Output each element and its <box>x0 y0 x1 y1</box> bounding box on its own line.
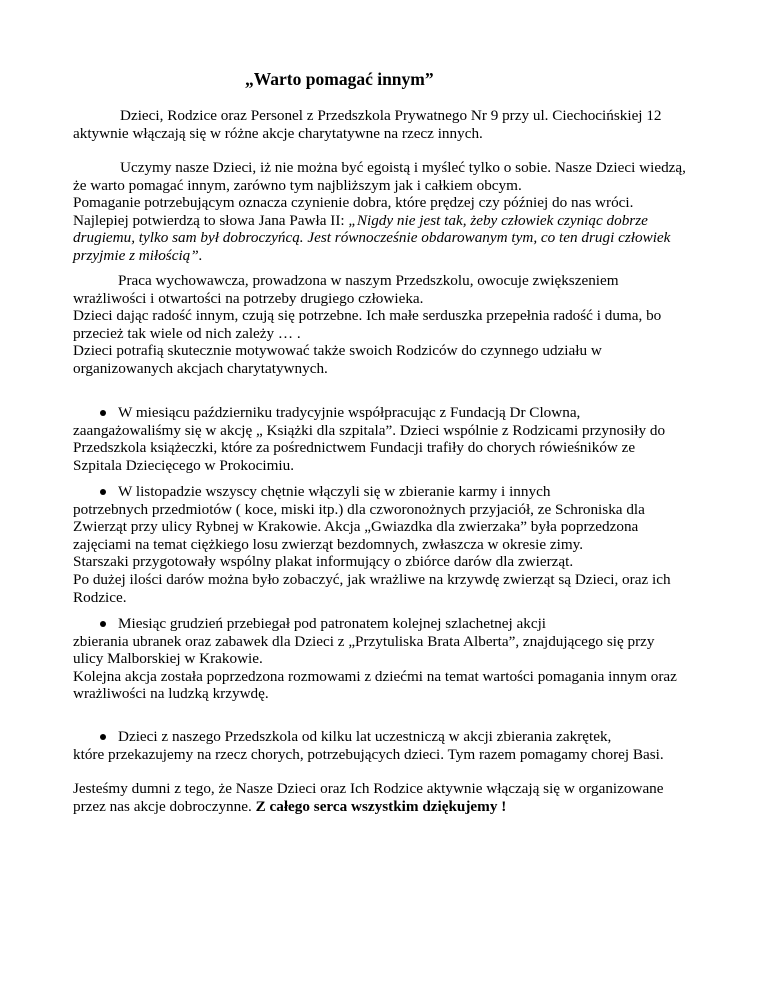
text-line: Praca wychowawcza, prowadzona w naszym Przedszkolu, owocuje zwiększeniem <box>118 272 619 289</box>
bullet-item-4 <box>73 728 718 763</box>
text-line: które przekazujemy na rzecz chorych, potrzebujących dzieci. Tym razem pomagamy chorej Basi. <box>73 745 664 763</box>
bullet-icon <box>100 489 106 495</box>
text-line: aktywnie włączają się w różne akcje charytatywne na rzecz innych. <box>73 124 483 142</box>
document-title: „Warto pomagać innym” <box>245 69 434 89</box>
bullet-item-2 <box>73 483 718 606</box>
text-line: Szpitala Dziecięcego w Prokocimiu. <box>73 456 294 474</box>
bullet-icon <box>100 410 106 416</box>
text-line: Dzieci z naszego Przedszkola od kilku lat uczestniczą w akcji zbierania zakrętek, <box>118 728 612 745</box>
text-line: W listopadzie wszyscy chętnie włączyli się w zbieranie karmy i innych <box>118 483 551 500</box>
closing-thanks: Z całego serca wszystkim dziękujemy ! <box>255 797 507 815</box>
quote-text: drugiemu, tylko sam był dobroczyńcą. Jest równocześnie obdarowanym tym, co ten drugi człowiek <box>73 229 671 247</box>
text-line: Uczymy nasze Dzieci, iż nie można być egoistą i myśleć tylko o sobie. Nasze Dzieci wiedzą, <box>120 159 686 176</box>
bullet-item-3 <box>73 615 718 703</box>
text-line: Kolejna akcja została poprzedzona rozmowami z dziećmi na temat wartości pomagania innym oraz <box>73 667 677 685</box>
text-line: zbierania ubranek oraz zabawek dla Dzieci z „Przytuliska Brata Alberta”, znajdującego się przy <box>73 632 655 650</box>
text-line: Jesteśmy dumni z tego, że Nasze Dzieci oraz Ich Rodzice aktywnie włączają się w organizowane <box>73 780 664 797</box>
closing-text: przez nas akcje dobroczynne. <box>73 797 256 815</box>
bullet-icon <box>100 621 106 627</box>
text-line: Dzieci potrafią skutecznie motywować także swoich Rodziców do czynnego udziału w <box>73 342 602 360</box>
closing-paragraph <box>73 780 718 815</box>
text-line: Dzieci dając radość innym, czują się potrzebne. Ich małe serduszka przepełnia radość i duma, bo <box>73 307 662 325</box>
paragraph-2 <box>73 159 718 265</box>
bullet-line <box>73 404 718 422</box>
bullet-line <box>73 728 718 746</box>
intro-paragraph <box>73 107 718 142</box>
bullet-icon <box>100 734 106 740</box>
text-line: Starszaki przygotowały wspólny plakat informujący o zbiórce darów dla zwierząt. <box>73 553 574 571</box>
text-line: przecież tak wiele od nich zależy … . <box>73 324 301 342</box>
text-line: wrażliwości na ludzką krzywdę. <box>73 685 269 703</box>
text-line: Dzieci, Rodzice oraz Personel z Przedszkola Prywatnego Nr 9 przy ul. Ciechocińskiej 12 <box>120 107 662 124</box>
quote-text: przyjmie z miłością”. <box>73 246 203 264</box>
text-line: że warto pomagać innym, zarówno tym najbliższym jak i całkiem obcym. <box>73 176 522 194</box>
text-line: Przedszkola książeczki, które za pośrednictwem Fundacji trafiły do chorych rówieśników ze <box>73 439 636 457</box>
text-line: Zwierząt przy ulicy Rybnej w Krakowie. Akcja „Gwiazdka dla zwierzaka” była poprzedzona <box>73 518 639 536</box>
text-line: ulicy Malborskiej w Krakowie. <box>73 650 263 668</box>
bullet-line <box>73 615 718 633</box>
text-line <box>73 212 718 230</box>
text-line: potrzebnych przedmiotów ( koce, miski itp.) dla czworonożnych przyjaciół, ze Schroniska dla <box>73 500 645 518</box>
text-line: Rodzice. <box>73 588 127 606</box>
text-line: zajęciami na temat ciężkiego losu zwierząt bezdomnych, zwłaszcza w okresie zimy. <box>73 535 584 553</box>
text-line: Miesiąc grudzień przebiegał pod patronatem kolejnej szlachetnej akcji <box>118 615 547 632</box>
text-line: organizowanych akcjach charytatywnych. <box>73 359 328 377</box>
paragraph-3 <box>73 272 718 378</box>
text-line: Po dużej ilości darów można było zobaczyć, jak wrażliwe na krzywdę zwierząt są Dzieci, oraz ich <box>73 570 671 588</box>
quote-text: „Nigdy nie jest tak, żeby człowiek czyniąc dobrze <box>348 211 648 229</box>
text-line: Pomaganie potrzebującym oznacza czynienie dobra, które prędzej czy później do nas wróci. <box>73 194 634 212</box>
quote-intro: Najlepiej potwierdzą to słowa Jana Pawła II: <box>73 211 349 229</box>
text-line: wrażliwości i otwartości na potrzeby drugiego człowieka. <box>73 289 424 307</box>
bullet-line <box>73 483 718 501</box>
text-line: W miesiącu październiku tradycyjnie współpracując z Fundacją Dr Clowna, <box>118 404 581 421</box>
bullet-item-1 <box>73 404 718 474</box>
text-line: zaangażowaliśmy się w akcję „ Książki dla szpitala”. Dzieci wspólnie z Rodzicami przynosiły do <box>73 421 666 439</box>
text-line <box>73 798 718 816</box>
